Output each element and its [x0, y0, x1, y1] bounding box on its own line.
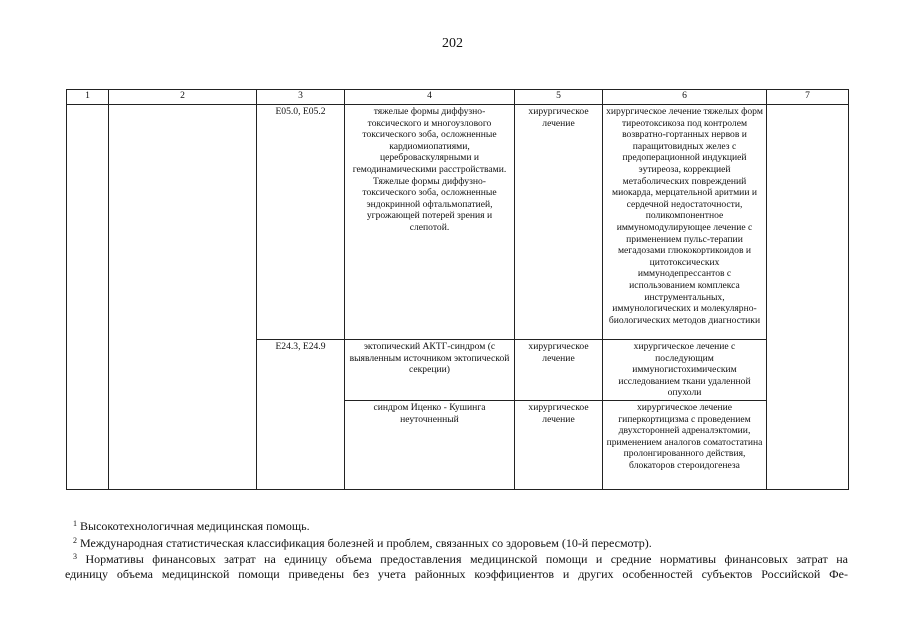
treatment-method-cell: хирургическое лечение гиперкортицизма с проведением двухсторонней адреналэктомии, применением аналогов соматостатина пролонгированного действия, блокаторов стероидогенеза — [603, 400, 767, 489]
patient-model-cell: эктопический АКТГ-синдром (с выявленным источником эктопической секреции) — [345, 340, 515, 401]
cell-col-1 — [67, 105, 109, 490]
patient-model-cell: тяжелые формы диффузно-токсического и многоузлового токсического зоба, осложненные кардиомиопатиями, цереброваскулярными и гемодинамическими расстройствами. Тяжелые формы диффузно-токсического зоба, осложненные эндокринной офтальмопатией, угрожающей потерей зрения и слепотой. — [345, 105, 515, 340]
footnote-3 — [73, 550, 848, 567]
cell-col-7 — [767, 105, 849, 490]
header-col-5: 5 — [515, 90, 603, 105]
header-col-4: 4 — [345, 90, 515, 105]
cell-col-2 — [109, 105, 257, 490]
footnote-3-continuation: единицу объема медицинской помощи приведены без учета районных коэффициентов и других особенностей субъектов Российской Фе- — [65, 566, 848, 581]
treatment-method-cell: хирургическое лечение тяжелых форм тиреотоксикоза под контролем возвратно-гортанных нервов и паращитовидных желез с предоперационной индукцией эутиреоза, коррекцией метаболических повреждений миокарда, мерцательной аритмии и сердечной недостаточности, поликомпонентное иммуномодулирующее лечение с применением пульс-терапии мегадозами глюкокортикоидов и цитотоксических иммунодепрессантов с использованием комплекса инструментальных, иммунологических и молекулярно-биологических методов диагностики — [603, 105, 767, 340]
footnote-text: Международная статистическая классификация болезней и проблем, связанных со здоровьем (10-й пересмотр). — [80, 535, 652, 550]
footnotes — [65, 517, 848, 581]
footnote-1 — [73, 517, 848, 534]
treatment-type-cell: хирургическое лечение — [515, 105, 603, 340]
treatment-type-cell: хирургическое лечение — [515, 400, 603, 489]
header-col-7: 7 — [767, 90, 849, 105]
footnote-marker: 2 — [73, 535, 77, 545]
page-number: 202 — [442, 36, 463, 51]
services-table — [66, 89, 849, 490]
header-col-3: 3 — [257, 90, 345, 105]
footnote-2 — [73, 534, 848, 551]
icd-codes-cell: E24.3, E24.9 — [257, 340, 345, 490]
header-col-2: 2 — [109, 90, 257, 105]
header-col-6: 6 — [603, 90, 767, 105]
treatment-method-cell: хирургическое лечение с последующим иммуногистохимическим исследованием ткани удаленной опухоли — [603, 340, 767, 401]
table-row — [67, 105, 849, 340]
footnote-text: Нормативы финансовых затрат на единицу объема предоставления медицинской помощи и средние нормативы финансовых затрат на — [85, 552, 848, 566]
header-row — [67, 90, 849, 105]
patient-model-cell: синдром Иценко - Кушинга неуточненный — [345, 400, 515, 489]
icd-codes-cell: E05.0, E05.2 — [257, 105, 345, 340]
treatment-type-cell: хирургическое лечение — [515, 340, 603, 401]
header-col-1: 1 — [67, 90, 109, 105]
footnote-text: Высокотехнологичная медицинская помощь. — [80, 519, 310, 533]
footnote-marker: 1 — [73, 519, 77, 528]
footnote-marker: 3 — [73, 552, 77, 561]
